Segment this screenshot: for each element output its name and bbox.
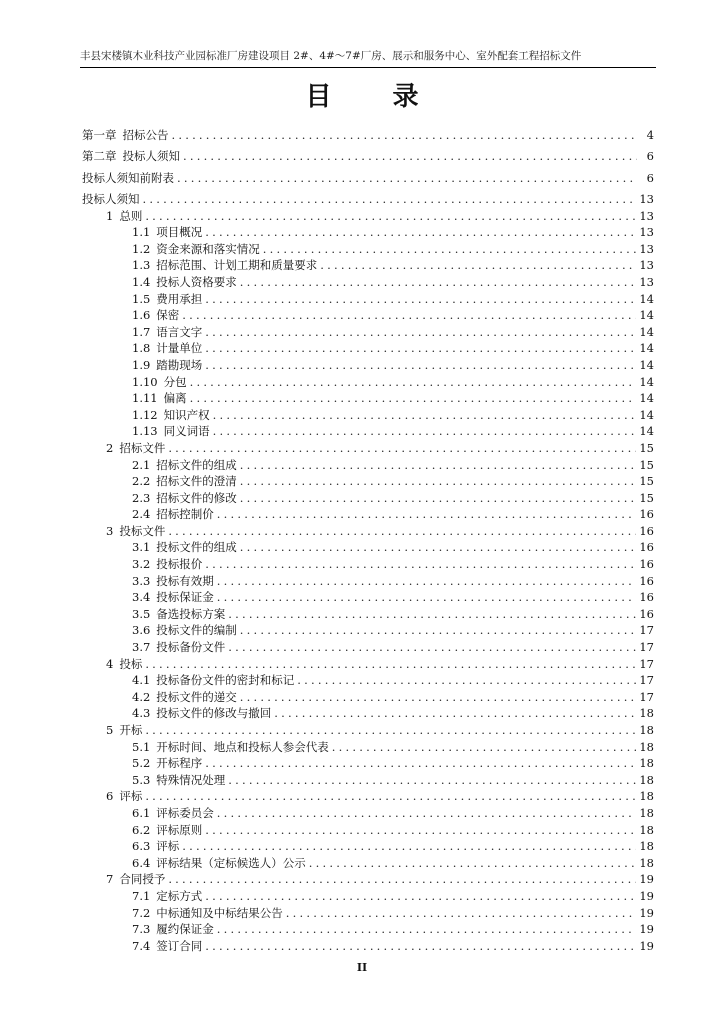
toc-entry-number: 3.4 bbox=[132, 590, 151, 605]
toc-dot-leader bbox=[145, 789, 636, 803]
toc-entry-page: 19 bbox=[639, 905, 654, 920]
toc-entry[interactable] bbox=[82, 837, 654, 854]
toc-entry-label: 同义词语 bbox=[163, 424, 210, 439]
toc-entry-number: 3.1 bbox=[132, 540, 151, 555]
toc-entry-label: 投标文件的组成 bbox=[156, 540, 237, 555]
toc-dot-leader bbox=[263, 242, 637, 256]
toc-entry-label: 保密 bbox=[156, 308, 180, 323]
toc-entry-label: 投标备份文件的密封和标记 bbox=[156, 673, 295, 688]
toc-entry-number: 3.7 bbox=[132, 640, 151, 655]
toc-entry-page: 16 bbox=[639, 590, 654, 605]
toc-entry[interactable] bbox=[82, 588, 654, 605]
toc-dot-leader bbox=[240, 275, 637, 289]
toc-entry-number: 1.1 bbox=[132, 225, 151, 240]
toc-dot-leader bbox=[145, 723, 636, 737]
toc-entry[interactable] bbox=[82, 289, 654, 306]
toc-dot-leader bbox=[240, 690, 637, 704]
toc-entry-label: 计量单位 bbox=[156, 341, 203, 356]
toc-entry-label: 招标文件 bbox=[119, 440, 166, 455]
toc-entry-label: 备选投标方案 bbox=[156, 606, 226, 621]
toc-entry-number: 5 bbox=[106, 723, 114, 737]
toc-entry-label: 投标人须知 bbox=[122, 149, 180, 163]
toc-dot-leader bbox=[182, 308, 636, 322]
toc-entry[interactable] bbox=[82, 521, 654, 538]
toc-dot-leader bbox=[240, 491, 637, 505]
toc-dot-leader bbox=[177, 171, 637, 185]
toc-dot-leader bbox=[332, 740, 637, 754]
toc-dot-leader bbox=[240, 540, 637, 554]
toc-dot-leader bbox=[217, 806, 637, 820]
toc-entry-label: 投标文件 bbox=[119, 523, 166, 538]
toc-entry-page: 14 bbox=[639, 341, 654, 356]
toc-entry[interactable] bbox=[82, 554, 654, 571]
toc-entry-number: 1.13 bbox=[132, 424, 158, 439]
toc-entry-number: 6 bbox=[106, 789, 114, 804]
toc-entry[interactable] bbox=[82, 704, 654, 721]
toc-entry-page: 15 bbox=[639, 490, 654, 505]
toc-entry-label: 踏勘现场 bbox=[156, 357, 203, 372]
toc-entry-page: 4 bbox=[646, 127, 654, 142]
toc-entry-number: 1.10 bbox=[132, 374, 158, 389]
toc-entry-number: 2.3 bbox=[132, 490, 151, 505]
toc-entry-number: 1 bbox=[106, 208, 114, 223]
toc-entry-label: 总则 bbox=[119, 208, 143, 223]
toc-entry-page: 14 bbox=[639, 424, 654, 439]
toc-entry-page: 17 bbox=[639, 623, 654, 638]
toc-dot-leader bbox=[205, 557, 636, 571]
toc-entry-label: 评标 bbox=[119, 789, 143, 804]
toc-entry-page: 14 bbox=[639, 308, 654, 323]
toc-entry[interactable] bbox=[82, 920, 654, 937]
toc-dot-leader bbox=[205, 325, 636, 339]
toc-entry[interactable] bbox=[82, 671, 654, 688]
toc-entry-number: 5.3 bbox=[132, 772, 151, 787]
toc-entry-number: 1.11 bbox=[132, 391, 158, 406]
table-of-contents bbox=[82, 120, 654, 953]
toc-entry[interactable] bbox=[82, 903, 654, 920]
toc-entry[interactable] bbox=[82, 488, 654, 505]
toc-entry[interactable] bbox=[82, 787, 654, 804]
toc-entry-label: 投标人须知 bbox=[82, 192, 140, 206]
toc-entry-number: 1.2 bbox=[132, 241, 151, 256]
toc-entry-label: 投标有效期 bbox=[156, 573, 214, 588]
toc-entry-label: 投标 bbox=[119, 656, 143, 671]
toc-entry-number: 6.1 bbox=[132, 805, 151, 820]
toc-entry-label: 语言文字 bbox=[156, 324, 203, 339]
toc-entry[interactable] bbox=[82, 571, 654, 588]
toc-entry-page: 15 bbox=[639, 440, 654, 455]
toc-entry-label: 费用承担 bbox=[156, 291, 203, 306]
toc-dot-leader bbox=[190, 391, 637, 405]
toc-entry-number: 7.1 bbox=[132, 888, 151, 903]
toc-dot-leader bbox=[145, 657, 636, 671]
toc-entry-label: 定标方式 bbox=[156, 888, 203, 903]
toc-dot-leader bbox=[213, 408, 637, 422]
toc-entry[interactable] bbox=[82, 870, 654, 887]
toc-entry-number: 3.2 bbox=[132, 557, 151, 572]
toc-entry-label: 知识产权 bbox=[163, 407, 210, 422]
toc-dot-leader bbox=[320, 258, 636, 272]
toc-entry[interactable] bbox=[82, 803, 654, 820]
toc-entry-label: 分包 bbox=[163, 374, 187, 389]
toc-entry-number: 3.6 bbox=[132, 623, 151, 638]
toc-entry-number: 2.4 bbox=[132, 507, 151, 522]
toc-dot-leader bbox=[183, 149, 637, 163]
toc-entry[interactable] bbox=[82, 322, 654, 339]
toc-entry[interactable] bbox=[82, 372, 654, 389]
toc-entry[interactable] bbox=[82, 770, 654, 787]
toc-dot-leader bbox=[205, 889, 636, 903]
toc-entry-page: 18 bbox=[639, 822, 654, 837]
toc-entry-number: 2.2 bbox=[132, 474, 151, 489]
toc-entry-number: 4.1 bbox=[132, 673, 151, 688]
toc-dot-leader bbox=[213, 424, 637, 438]
toc-entry[interactable] bbox=[82, 505, 654, 522]
toc-dot-leader bbox=[297, 673, 636, 687]
toc-entry-page: 16 bbox=[639, 573, 654, 588]
toc-dot-leader bbox=[205, 939, 636, 953]
toc-entry-page: 13 bbox=[639, 208, 654, 223]
toc-entry-page: 13 bbox=[639, 192, 654, 206]
toc-entry[interactable] bbox=[82, 339, 654, 356]
toc-entry-page: 18 bbox=[639, 706, 654, 721]
toc-entry-label: 招标文件的修改 bbox=[156, 490, 237, 505]
toc-entry-page: 18 bbox=[639, 855, 654, 870]
toc-entry-label: 评标结果（定标候选人）公示 bbox=[156, 855, 306, 870]
toc-entry-number: 1.7 bbox=[132, 324, 151, 339]
toc-entry[interactable] bbox=[82, 754, 654, 771]
toc-entry-number: 5.1 bbox=[132, 739, 151, 754]
toc-entry-page: 18 bbox=[639, 723, 654, 737]
toc-entry[interactable] bbox=[82, 538, 654, 555]
toc-entry-number: 2 bbox=[106, 440, 114, 455]
toc-entry-number: 7.4 bbox=[132, 938, 151, 953]
toc-entry-label: 评标委员会 bbox=[156, 805, 214, 820]
toc-entry-number: 第二章 bbox=[82, 149, 117, 163]
toc-dot-leader bbox=[217, 590, 637, 604]
toc-entry[interactable] bbox=[82, 820, 654, 837]
toc-entry-number: 1.5 bbox=[132, 291, 151, 306]
toc-entry-number: 7 bbox=[106, 872, 114, 887]
toc-entry-number: 6.3 bbox=[132, 839, 151, 854]
toc-entry[interactable] bbox=[82, 654, 654, 671]
toc-entry[interactable] bbox=[82, 737, 654, 754]
toc-entry-label: 签订合同 bbox=[156, 938, 203, 953]
toc-entry[interactable] bbox=[82, 886, 654, 903]
toc-entry-label: 合同授予 bbox=[119, 872, 166, 887]
toc-entry-label: 履约保证金 bbox=[156, 922, 214, 937]
toc-entry-page: 6 bbox=[646, 170, 654, 185]
toc-entry-page: 16 bbox=[639, 557, 654, 572]
toc-entry-number: 7.3 bbox=[132, 922, 151, 937]
toc-entry-page: 15 bbox=[639, 457, 654, 472]
toc-entry-number: 1.8 bbox=[132, 341, 151, 356]
toc-entry-number: 1.12 bbox=[132, 407, 158, 422]
toc-entry-number: 5.2 bbox=[132, 756, 151, 771]
toc-entry-number: 7.2 bbox=[132, 905, 151, 920]
toc-entry-label: 投标人资格要求 bbox=[156, 274, 237, 289]
toc-dot-leader bbox=[205, 341, 636, 355]
toc-dot-leader bbox=[205, 225, 636, 239]
toc-dot-leader bbox=[286, 906, 637, 920]
toc-entry-page: 14 bbox=[639, 374, 654, 389]
toc-entry-number: 1.4 bbox=[132, 274, 151, 289]
toc-entry-label: 投标人须知前附表 bbox=[82, 170, 174, 185]
toc-entry-label: 投标备份文件 bbox=[156, 640, 226, 655]
toc-entry-number: 1.9 bbox=[132, 357, 151, 372]
toc-dot-leader bbox=[205, 756, 636, 770]
toc-entry[interactable] bbox=[82, 120, 654, 142]
toc-dot-leader bbox=[217, 922, 637, 936]
page-title: 目 录 bbox=[305, 82, 445, 112]
toc-entry-page: 13 bbox=[639, 258, 654, 273]
toc-entry[interactable] bbox=[82, 355, 654, 372]
toc-entry-page: 19 bbox=[639, 922, 654, 937]
toc-dot-leader bbox=[145, 209, 636, 223]
toc-dot-leader bbox=[309, 856, 637, 870]
toc-entry-label: 项目概况 bbox=[156, 225, 203, 240]
page-number: II bbox=[356, 961, 368, 974]
toc-entry[interactable] bbox=[82, 621, 654, 638]
toc-entry-number: 4.3 bbox=[132, 706, 151, 721]
toc-entry-label: 招标文件的澄清 bbox=[156, 474, 237, 489]
toc-entry-label: 资金来源和落实情况 bbox=[156, 241, 260, 256]
toc-entry[interactable] bbox=[82, 163, 654, 185]
toc-entry-page: 16 bbox=[639, 606, 654, 621]
toc-entry-page: 19 bbox=[639, 872, 654, 887]
toc-entry-page: 17 bbox=[639, 689, 654, 704]
toc-entry[interactable] bbox=[82, 455, 654, 472]
toc-entry[interactable] bbox=[82, 223, 654, 240]
toc-entry-page: 17 bbox=[639, 673, 654, 688]
toc-dot-leader bbox=[217, 507, 637, 521]
toc-dot-leader bbox=[240, 458, 637, 472]
toc-entry[interactable] bbox=[82, 472, 654, 489]
toc-entry-page: 18 bbox=[639, 789, 654, 804]
header-rule bbox=[80, 67, 656, 68]
toc-entry-label: 开标程序 bbox=[156, 756, 203, 771]
toc-entry-page: 18 bbox=[639, 805, 654, 820]
toc-entry-number: 2.1 bbox=[132, 457, 151, 472]
toc-entry-page: 16 bbox=[639, 523, 654, 538]
toc-dot-leader bbox=[168, 872, 636, 886]
toc-entry[interactable] bbox=[82, 604, 654, 621]
toc-entry[interactable] bbox=[82, 720, 654, 737]
toc-dot-leader bbox=[228, 640, 636, 654]
toc-entry-label: 评标 bbox=[156, 839, 180, 854]
toc-dot-leader bbox=[168, 524, 636, 538]
toc-entry-page: 14 bbox=[639, 391, 654, 406]
toc-entry[interactable] bbox=[82, 306, 654, 323]
toc-entry-page: 17 bbox=[639, 656, 654, 671]
toc-dot-leader bbox=[205, 292, 636, 306]
toc-entry-page: 17 bbox=[639, 640, 654, 655]
toc-entry[interactable] bbox=[82, 422, 654, 439]
toc-entry[interactable] bbox=[82, 142, 654, 164]
toc-entry-number: 1.3 bbox=[132, 258, 151, 273]
toc-entry-page: 14 bbox=[639, 291, 654, 306]
toc-entry-page: 18 bbox=[639, 772, 654, 787]
toc-entry-page: 18 bbox=[639, 839, 654, 854]
toc-entry-label: 偏离 bbox=[163, 391, 187, 406]
toc-entry-label: 招标公告 bbox=[122, 127, 169, 142]
toc-entry-page: 18 bbox=[639, 756, 654, 771]
toc-entry[interactable] bbox=[82, 687, 654, 704]
toc-entry-number: 4 bbox=[106, 656, 114, 671]
toc-entry-label: 投标保证金 bbox=[156, 590, 214, 605]
toc-entry-label: 投标文件的递交 bbox=[156, 689, 237, 704]
toc-dot-leader bbox=[205, 823, 636, 837]
toc-entry[interactable] bbox=[82, 438, 654, 455]
toc-entry[interactable] bbox=[82, 206, 654, 223]
toc-entry-page: 14 bbox=[639, 357, 654, 372]
toc-entry-label: 招标控制价 bbox=[156, 507, 214, 522]
toc-entry-number: 第一章 bbox=[82, 127, 117, 142]
toc-entry-label: 特殊情况处理 bbox=[156, 772, 226, 787]
toc-entry[interactable] bbox=[82, 637, 654, 654]
toc-dot-leader bbox=[240, 474, 637, 488]
toc-entry-page: 13 bbox=[639, 225, 654, 240]
toc-entry-number: 3 bbox=[106, 523, 114, 538]
toc-entry-page: 16 bbox=[639, 507, 654, 522]
toc-entry-page: 19 bbox=[639, 938, 654, 953]
toc-dot-leader bbox=[228, 773, 636, 787]
toc-entry-number: 3.5 bbox=[132, 606, 151, 621]
toc-entry-page: 15 bbox=[639, 474, 654, 489]
toc-dot-leader bbox=[228, 607, 636, 621]
toc-entry[interactable] bbox=[82, 185, 654, 207]
toc-entry-label: 招标范围、计划工期和质量要求 bbox=[156, 258, 318, 273]
page-header: 丰县宋楼镇木业科技产业园标准厂房建设项目 2#、4#～7#厂房、展示和服务中心、室外配套工程招标文件 bbox=[80, 50, 582, 62]
toc-dot-leader bbox=[217, 574, 637, 588]
toc-entry-page: 16 bbox=[639, 540, 654, 555]
toc-dot-leader bbox=[240, 623, 637, 637]
toc-dot-leader bbox=[205, 358, 636, 372]
toc-entry-page: 18 bbox=[639, 739, 654, 754]
toc-entry[interactable] bbox=[82, 853, 654, 870]
toc-entry-page: 13 bbox=[639, 274, 654, 289]
toc-entry-label: 开标 bbox=[119, 723, 143, 737]
toc-entry[interactable] bbox=[82, 239, 654, 256]
toc-entry-label: 投标文件的编制 bbox=[156, 623, 237, 638]
toc-entry-label: 招标文件的组成 bbox=[156, 457, 237, 472]
toc-entry-label: 评标原则 bbox=[156, 822, 203, 837]
toc-entry-page: 19 bbox=[639, 888, 654, 903]
toc-dot-leader bbox=[190, 375, 637, 389]
toc-entry-number: 6.2 bbox=[132, 822, 151, 837]
toc-entry-page: 13 bbox=[639, 241, 654, 256]
toc-entry-page: 14 bbox=[639, 324, 654, 339]
toc-dot-leader bbox=[172, 128, 638, 142]
toc-entry[interactable] bbox=[82, 389, 654, 406]
toc-entry-number: 6.4 bbox=[132, 855, 151, 870]
toc-entry-label: 投标报价 bbox=[156, 557, 203, 572]
toc-entry[interactable] bbox=[82, 936, 654, 953]
toc-dot-leader bbox=[143, 192, 637, 206]
toc-entry-number: 4.2 bbox=[132, 689, 151, 704]
toc-entry-page: 14 bbox=[639, 407, 654, 422]
toc-entry-page: 6 bbox=[646, 149, 654, 163]
toc-dot-leader bbox=[182, 839, 636, 853]
toc-entry-label: 中标通知及中标结果公告 bbox=[156, 905, 283, 920]
toc-dot-leader bbox=[168, 441, 636, 455]
toc-entry[interactable] bbox=[82, 272, 654, 289]
toc-dot-leader bbox=[274, 706, 636, 720]
toc-entry-number: 3.3 bbox=[132, 573, 151, 588]
toc-entry[interactable] bbox=[82, 256, 654, 273]
toc-entry-label: 投标文件的修改与撤回 bbox=[156, 706, 272, 721]
toc-entry-label: 开标时间、地点和投标人参会代表 bbox=[156, 739, 329, 754]
toc-entry-number: 1.6 bbox=[132, 308, 151, 323]
toc-entry[interactable] bbox=[82, 405, 654, 422]
